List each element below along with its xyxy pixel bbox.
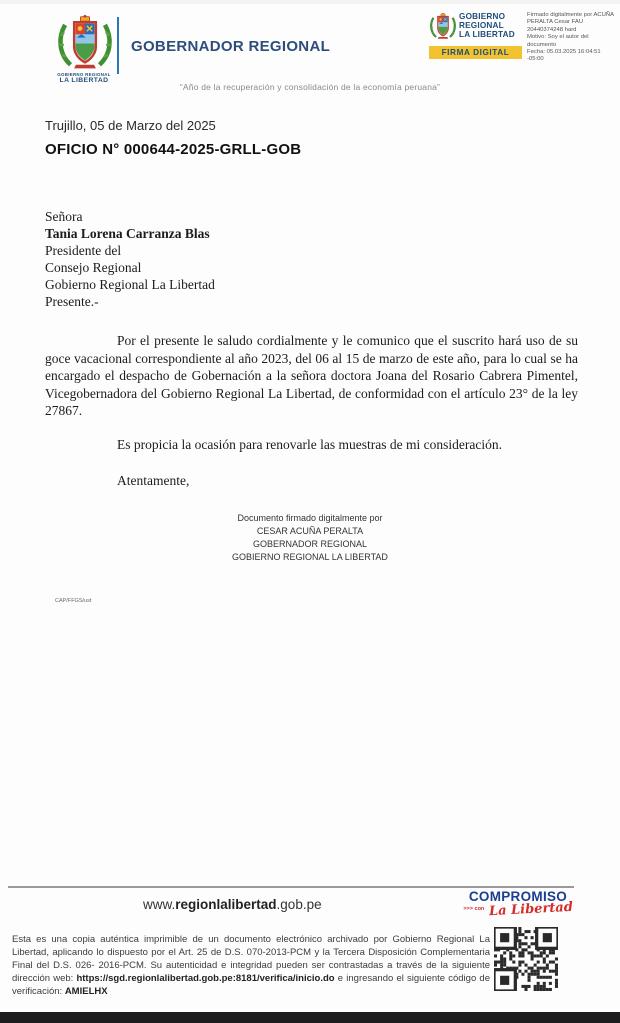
verification-text-2: e ingresando el siguiente código de verificación: [12,973,490,997]
year-motto: “Año de la recuperación y consolidación de la economía peruana” [179,82,441,92]
badge-coat-of-arms-icon [429,11,457,42]
qr-code [494,927,558,991]
page-edge [0,0,620,4]
digital-signature-line1: Documento firmado digitalmente por [237,513,383,523]
signature-motivo: Motivo: Soy el autor del documento [527,34,589,48]
logo-caption-line2: LA LIBERTAD [59,77,109,85]
signature-signed-by: Firmado digitalmente por ACUÑA PERALTA Cesar FAU 20440374248 hard [527,12,614,33]
bottom-black-bar [0,1012,620,1023]
badge-org-line3: LA LIBERTAD [459,29,515,39]
recipient-salutation: Señora [45,209,83,224]
header-divider [117,17,119,74]
closing: Atentamente, [117,473,190,488]
recipient-title2: Consejo Regional [45,260,142,275]
body-paragraph-2: Es propicia la ocasión para renovarle las muestras de mi consideración. [117,437,502,452]
website-domain: regionlalibertad [175,897,277,912]
compromiso-wordmark: COMPROMISO [468,889,568,904]
body-paragraph-1: Por el presente le saludo cordialmente y le comunico que el suscrito hará uso de su goce vacacional correspondiente al año 2023, del 06 al 15 de marzo de este año, para lo cual se ha encargado el despacho de Gobernación a la señora doctora Joana del Rosario Cabrera Pimentel, Vicegobernadora del Gobierno Regional La Libertad, de conformidad con el artículo 23° de la ley 27867. [45,333,578,418]
recipient-presente: Presente.- [45,294,99,309]
coat-of-arms-logo [54,14,116,72]
verification-url: https://sgd.regionlalibertad.gob.pe:8181/verifica/inicio.do [76,973,335,984]
compromiso-la-libertad-script: La Libertad [488,899,573,920]
website-url [143,897,322,912]
verification-text-1: Esta es una copia auténtica imprimible de un documento electrónico archivado por Gobierno Regional La Libertad, aplicando lo dispuesto por el Art. 25 de D.S. 070-2013-PCM y la Tercera Disposición Complementaria Final del D.S. 026- 2016-PCM. Su autenticidad e integridad pueden ser contrastadas a través de la siguiente dirección web: [12,934,490,984]
badge-org-name [459,13,515,40]
badge-org-line1: GOBIERNO [459,12,506,21]
digital-signature-line3: GOBERNADOR REGIONAL [252,539,368,549]
recipient-name: Tania Lorena Carranza Blas [45,226,210,241]
badge-org-line2: REGIONAL [459,20,504,30]
firma-digital-label: FIRMA DIGITAL [429,45,522,59]
signature-fecha: Fecha: 05.03.2025 16:04:51 -05:00 [527,48,601,63]
recipient-title1: Presidente del [45,243,122,258]
recipient-title3: Gobierno Regional La Libertad [45,277,215,292]
footer-divider [8,886,574,888]
place-date: Trujillo, 05 de Marzo del 2025 [45,118,216,133]
compromiso-con-label: >>> con [463,906,485,912]
compromiso-logo [458,889,578,918]
digital-signature-line4: GOBIERNO REGIONAL LA LIBERTAD [232,552,388,562]
digital-signature-block [0,512,620,564]
verification-code: AMIELHX [64,986,108,997]
page-title: GOBERNADOR REGIONAL [131,38,331,55]
website-suffix: .gob.pe [276,897,322,912]
signature-details [527,12,617,64]
website-prefix: www. [143,897,176,912]
verification-notice [12,933,490,998]
drafting-initials: CAP/FFGS/ust [55,598,92,604]
oficio-number: OFICIO N° 000644-2025-GRLL-GOB [45,141,302,158]
logo-caption-line1: GOBIERNO REGIONAL [57,72,111,77]
recipient-block [45,208,215,310]
digital-signature-line2: CESAR ACUÑA PERALTA [256,526,364,536]
